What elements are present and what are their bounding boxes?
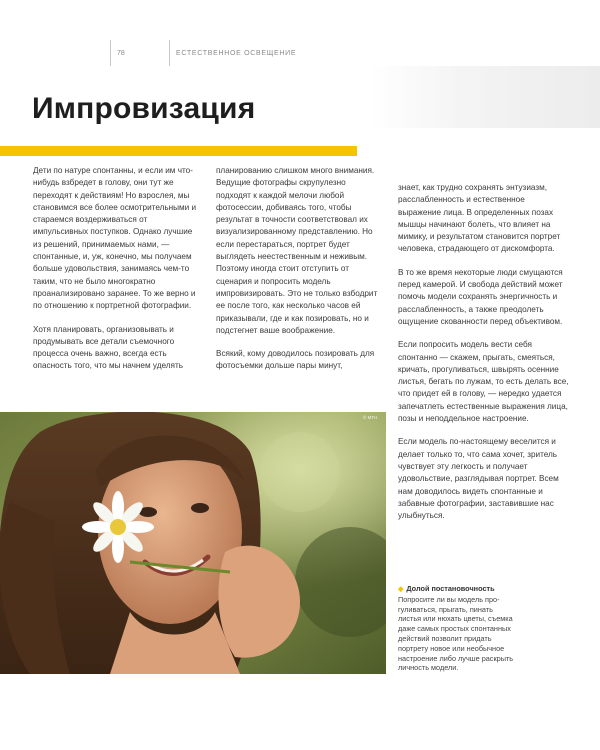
header-background-shade: [370, 66, 600, 128]
page-title: Импровизация: [32, 92, 256, 125]
paragraph: Всякий, кому доводилось позировать для фотосъемки дольше пары минут,: [216, 349, 375, 371]
paragraph: Хотя планировать, организовывать и продумывать все детали съемочного процесса очень важно, всегда есть опасность того, что мы начнем уделять: [33, 324, 183, 371]
page-number: 78: [117, 50, 125, 57]
caption-title: [398, 584, 518, 595]
title-accent-bar: [0, 146, 357, 156]
paragraph: В то же время некоторые люди смущаются перед камерой. И свобода действий может помочь модели сохранять энергичность и расслабленность, а также преодолеть ощущение скованности перед объективом.: [398, 267, 563, 326]
photo-caption: [398, 584, 518, 673]
portrait-photo: [0, 412, 386, 674]
header-rule-right: [169, 40, 170, 66]
header-rule-left: [110, 40, 111, 66]
caption-title-text: Долой постановочность: [406, 584, 495, 593]
paragraph: Если попросить модель вести себя спонтанно — скажем, прыгать, смеяться, кричать, прогуливаться, швырять осенние листья, бегать по лужам, то есть делать все, что придет ей в голову, — нередко удается запечатлеть естественные выражения лица, позы и неподдельное настроение.: [398, 340, 569, 424]
paragraph: Дети по натуре спонтанны, и если им что-нибудь взбредет в голову, они тут же переходят к действиям! Но взрослея, мы становимся все более осмотрительными и стараемся воздерживаться от импульсивных поступков. Однако лучшие из решений, принимаемых нами, — спонтанные, и, уж, конечно, мы получаем больше удовольствия, занимаясь чем-то таким, что не было многократно проанализировано заранее. То же верно и по отношению к портретной фотографии.: [33, 166, 197, 311]
caption-bullet-icon: ◆: [398, 586, 404, 593]
paragraph: Если модель по-настоящему веселится и делает только то, что сама хочет, зритель чувствует эту легкость и получает удовольствие, разглядывая портрет. Всем нам доводилось видеть спонтанные и забавные фотографии, заставившие нас улыбнуться.: [398, 437, 559, 521]
paragraph: знает, как трудно сохранять энтузиазм, расслабленность и естественное выражение лица. В определенных позах мышцы начинают болеть, что влияет на мимику, и результатом становится портрет человека, страдающего от дискомфорта.: [398, 183, 561, 254]
paragraph: планированию слишком много внимания. Ведущие фотографы скрупулезно подходят к каждой мелочи любой фотосессии, добиваясь того, чтобы результат в точности соответствовал их визуализированному представлению. Но если перестараться, портрет будет выглядеть неестественным и неживым. Поэтому иногда стоит отступить от сценария и попросить модель импровизировать. Это не только взбодрит ее после того, как несколько часов ей приказывали, где и как позировать, но и подстегнет ваше воображение.: [216, 166, 378, 335]
text-column-3: [398, 182, 570, 533]
caption-text: Попросите ли вы модель прогуливаться, прыгать, пинать листья или нюхать цветы, съемка даже самых простых спонтанных действий позволит придать портрету новое или необычное настроение либо лучше раскрыть личность модели.: [398, 594, 514, 673]
photo-credit: © MTH: [363, 415, 378, 420]
text-column-1: [33, 165, 198, 384]
section-header: ЕСТЕСТВЕННОЕ ОСВЕЩЕНИЕ: [176, 50, 297, 57]
text-column-2: [216, 165, 381, 384]
